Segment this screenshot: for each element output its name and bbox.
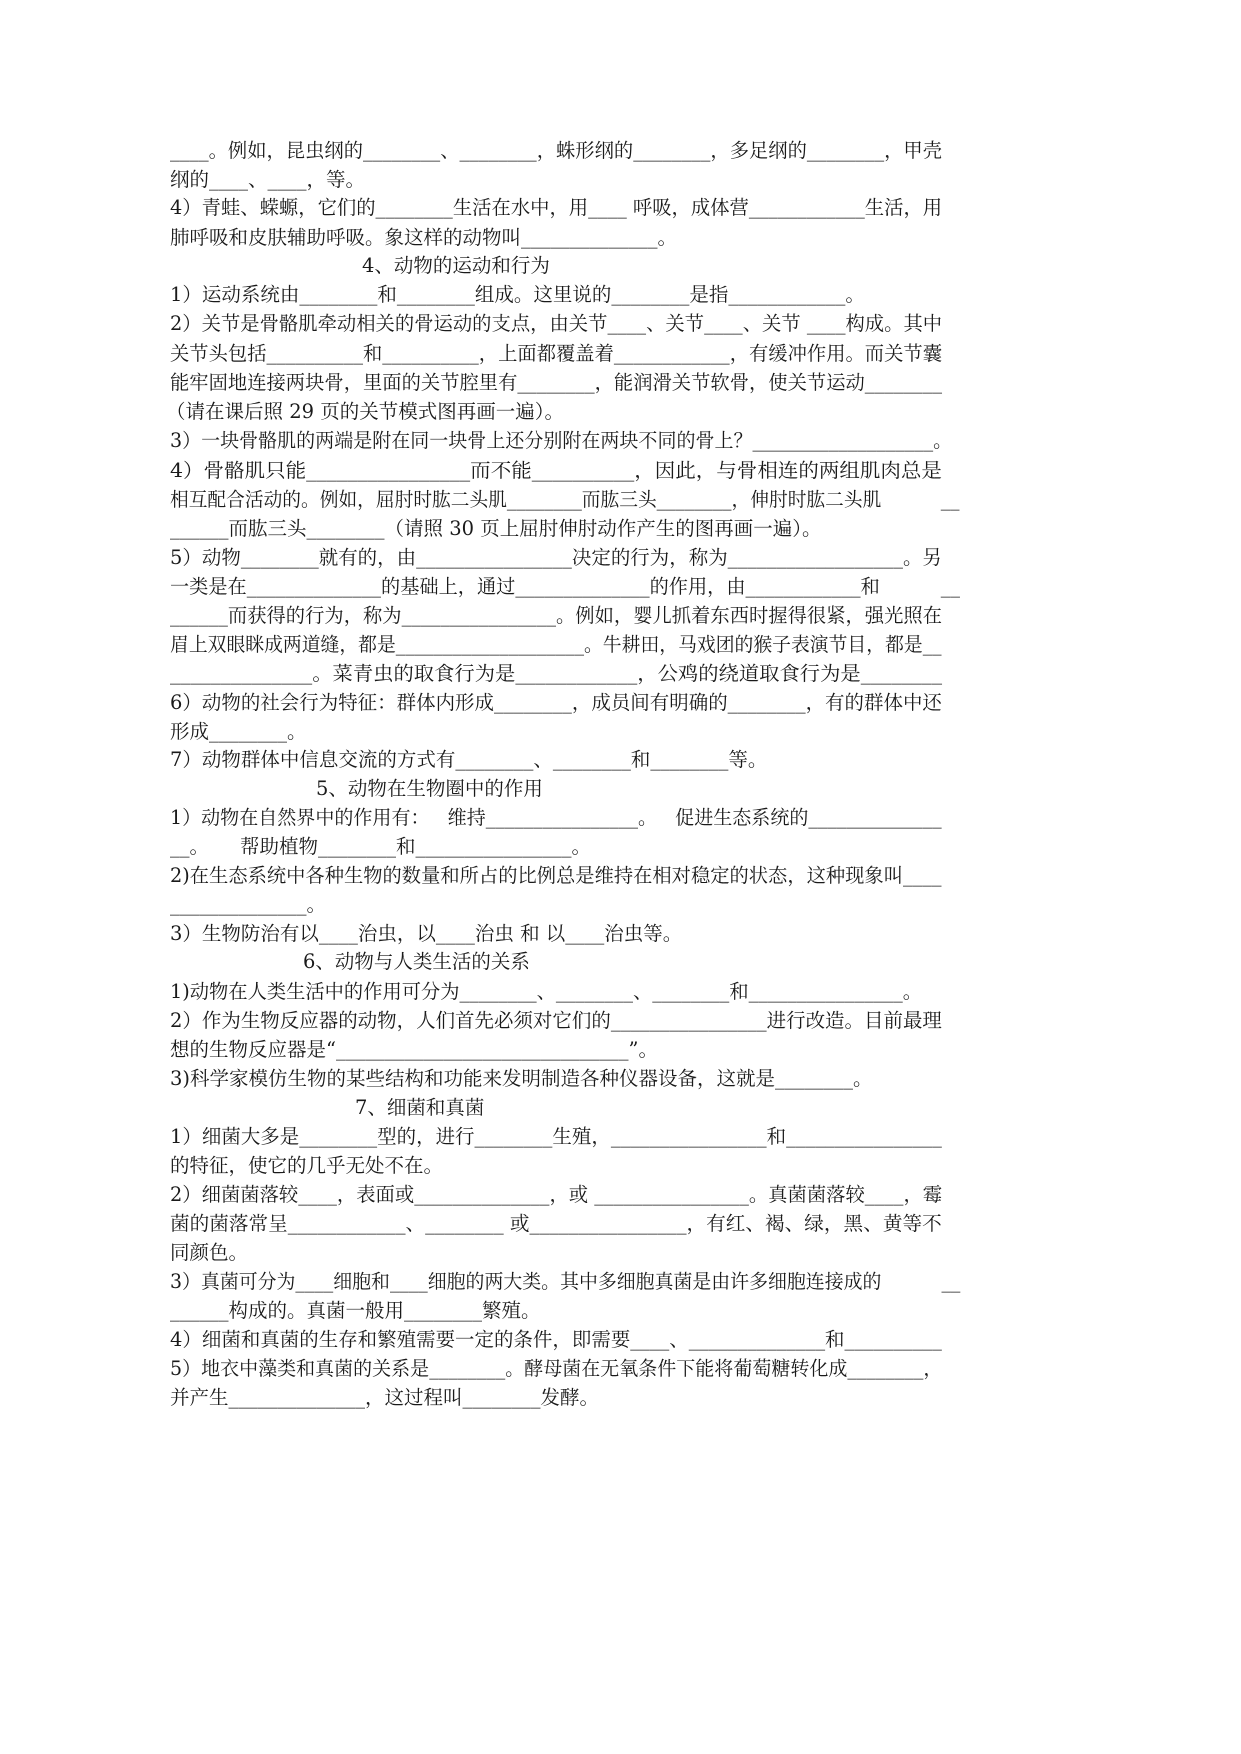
text-line: 2）关节是骨骼肌牵动相关的骨运动的支点，由关节____、关节____、关节 ____构成。其中 (170, 312, 943, 335)
text-line: 眉上双眼眯成两道缝，都是____________________。牛耕田，马戏团的猴子表演节目，都是__ (170, 633, 942, 656)
text-line: 1）细菌大多是________型的，进行________生殖，________________和________________ (170, 1125, 942, 1148)
text-line: 并产生______________，这过程叫________发酵。 (170, 1386, 600, 1409)
text-line: 相互配合活动的。例如，屈肘时肱二头肌________而肱三头________，伸肘时肱二头肌 __ (170, 488, 960, 511)
text-line: 关节头包括__________和__________，上面都覆盖着____________，有缓冲作用。而关节囊 (170, 342, 943, 365)
text-line: 3）生物防治有以____治虫，以____治虫 和 以____治虫等。 (170, 922, 683, 945)
text-line: （请在课后照 29 页的关节模式图再画一遍）。 (166, 400, 564, 423)
text-line: ______构成的。真菌一般用________繁殖。 (170, 1299, 541, 1322)
text-line: 菌的菌落常呈____________、________ 或________________，有红、褐、绿，黑、黄等不 (170, 1212, 942, 1235)
text-line: 1）运动系统由________和________组成。这里说的________是指____________。 (170, 283, 865, 306)
text-line: 4）青蛙、蝾螈，它们的________生活在水中，用____ 呼吸，成体营____________生活，用 (170, 196, 943, 219)
text-line: 的特征，使它的几乎无处不在。 (170, 1154, 444, 1177)
text-line: ______而肱三头________（请照 30 页上屈肘伸肘动作产生的图再画一遍）。 (170, 517, 822, 540)
text-line: 7）动物群体中信息交流的方式有________、________和________等。 (170, 748, 768, 771)
text-line: 3）真菌可分为____细胞和____细胞的两大类。其中多细胞真菌是由许多细胞连接成的 __ (170, 1270, 961, 1293)
text-line: 2）细菌菌落较____，表面或______________，或 ________________。真菌菌落较____，霉 (170, 1183, 943, 1206)
text-line: ____。例如，昆虫纲的________、________，蛛形纲的________，多足纲的________，甲壳 (170, 139, 943, 162)
text-line: __。 帮助植物________和________________。 (170, 835, 591, 858)
text-line: ______________。菜青虫的取食行为是____________，公鸡的绕道取食行为是________ (170, 662, 943, 685)
text-line: 5）动物________就有的，由________________决定的行为，称为__________________。另 (170, 546, 942, 569)
section-heading: 6、动物与人类生活的关系 (303, 950, 530, 973)
text-line: 4）细菌和真菌的生存和繁殖需要一定的条件，即需要____、______________和__________ (170, 1328, 942, 1351)
text-line: 3）一块骨骼肌的两端是附在同一块骨上还分别附在两块不同的骨上？___________________。 (170, 429, 953, 452)
text-line: 一类是在______________的基础上，通过______________的作用，由____________和 __ (170, 575, 960, 598)
text-line: 想的生物反应器是“______________________________”。 (170, 1038, 658, 1061)
text-line: 5）地衣中藻类和真菌的关系是________。酵母菌在无氧条件下能将葡萄糖转化成________， (170, 1357, 943, 1380)
text-line: 2）作为生物反应器的动物，人们首先必须对它们的________________进行改造。目前最理 (170, 1009, 942, 1032)
text-line: ______而获得的行为，称为________________。例如，婴儿抓着东西时握得很紧，强光照在 (170, 604, 943, 627)
text-line: 纲的____、____，等。 (170, 168, 366, 191)
text-line: 1)动物在人类生活中的作用可分为________、________、________和________________。 (170, 980, 923, 1003)
section-heading: 5、动物在生物圈中的作用 (316, 777, 543, 800)
text-line: 1）动物在自然界中的作用有： 维持________________。 促进生态系统的______________ (170, 806, 942, 829)
text-line: 肺呼吸和皮肤辅助呼吸。象这样的动物叫______________。 (170, 226, 678, 249)
section-heading: 4、动物的运动和行为 (362, 254, 550, 277)
text-line: 同颜色。 (170, 1241, 249, 1264)
text-line: 形成________。 (170, 720, 307, 743)
text-line: 能牢固地连接两块骨，里面的关节腔里有________，能润滑关节软骨，使关节运动________ (170, 371, 943, 394)
text-line: 6）动物的社会行为特征：群体内形成________，成员间有明确的________，有的群体中还 (170, 691, 942, 714)
text-line: 2)在生态系统中各种生物的数量和所占的比例总是维持在相对稳定的状态，这种现象叫____ (170, 864, 942, 887)
text-line: ______________。 (170, 893, 327, 916)
text-line: 3)科学家模仿生物的某些结构和功能来发明制造各种仪器设备，这就是________。 (170, 1067, 873, 1090)
section-heading: 7、细菌和真菌 (355, 1096, 485, 1119)
text-line: 4）骨骼肌只能________________而不能__________，因此，与骨相连的两组肌肉总是 (170, 459, 942, 482)
